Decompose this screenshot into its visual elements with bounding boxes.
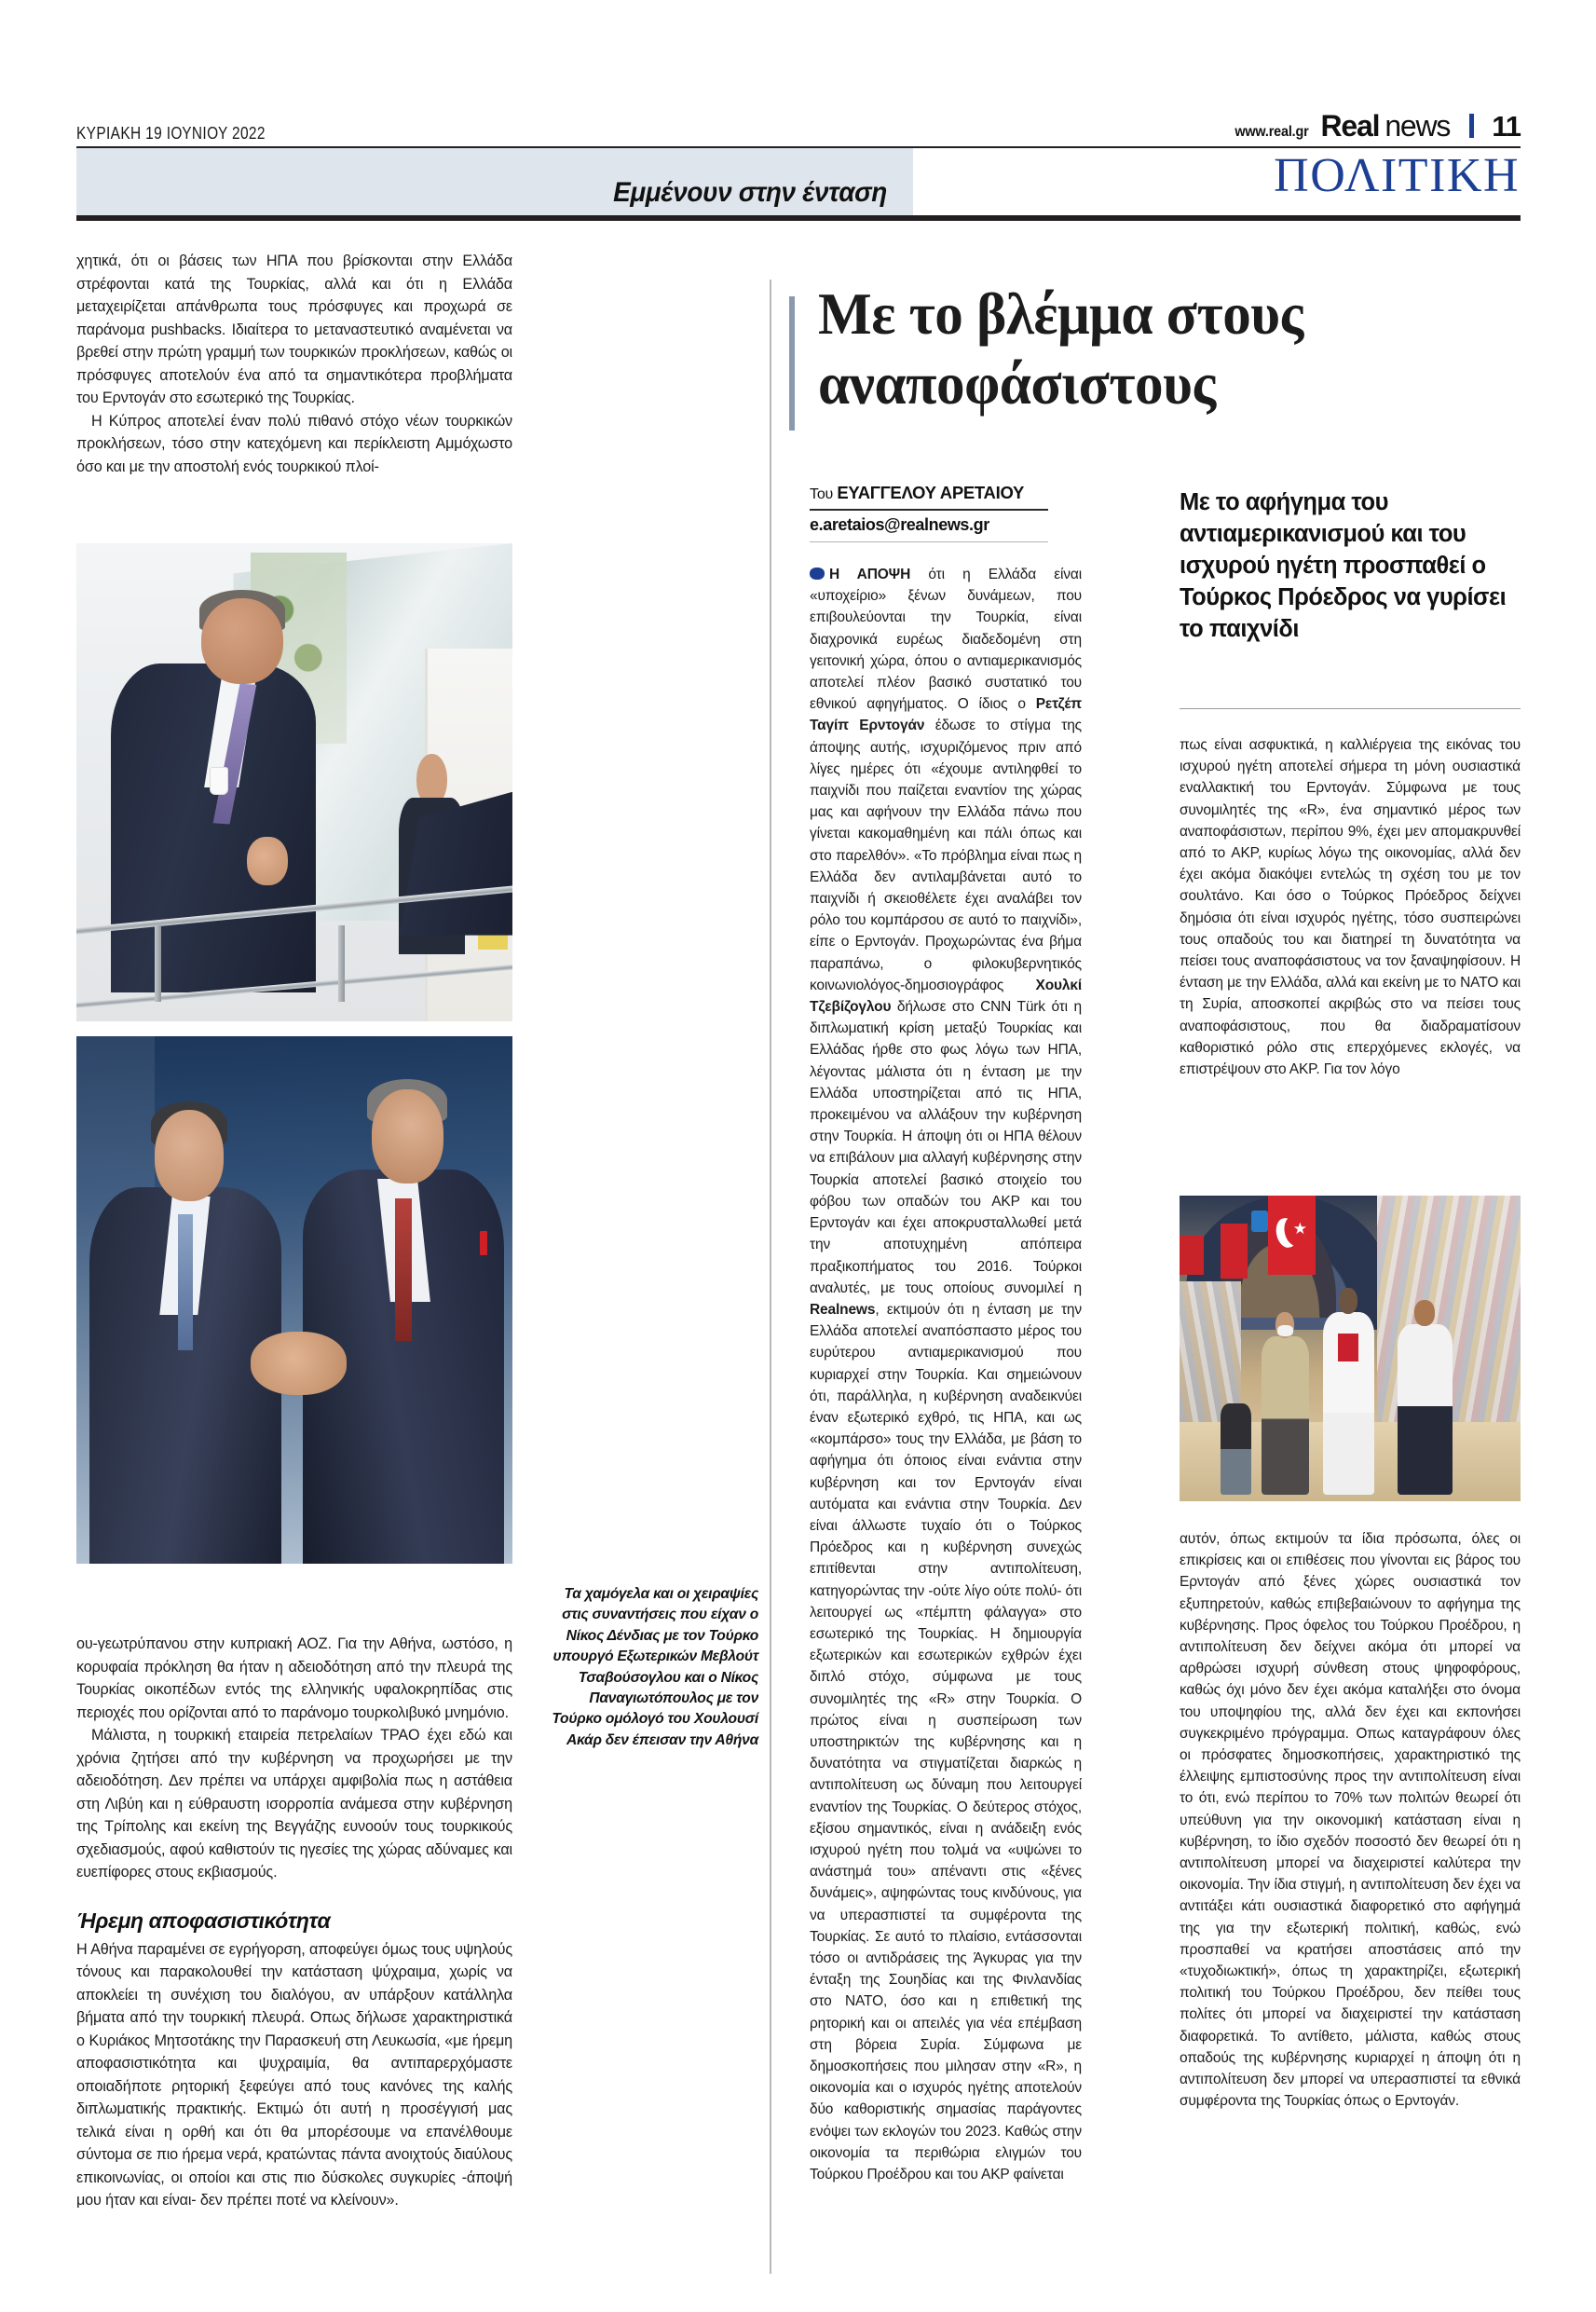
shopper-child (1221, 1403, 1251, 1495)
headline-accent-bar (789, 296, 795, 431)
issue-date: ΚΥΡΙΑΚΗ 19 ΙΟΥΝΙΟΥ 2022 (76, 124, 266, 143)
shopper-white-shirt (1323, 1312, 1374, 1496)
flag-pin (480, 1231, 488, 1254)
photo-dendias-cavusoglu-handshake (76, 543, 512, 1021)
paragraph: χητικά, ότι οι βάσεις των ΗΠΑ που βρίσκονται στην Ελλάδα στρέφονται κατά της Τουρκίας, αλλά και ότι η Ελλάδα μεταχειρίζεται απάνθρωπα τους πρόσφυγες και προχωρά σε παράνομα pushbacks. Ιδιαίτερα το μεταναστευτικό αναμένεται να βρεθεί στην πρώτη γραμμή των τουρκικών προκλήσεων, καθώς οι πρόσφυγες αποτελούν ένα από τα σημαντικότερα προβλήματα του Ερντογάν στο εσωτερικό της Τουρκίας. (76, 253, 512, 406)
turkish-flag-icon (1221, 1224, 1248, 1279)
paragraph: Η Αθήνα παραμένει σε εγρήγορση, αποφεύγει όμως τους υψηλούς τόνους και παρακολουθεί την κατάσταση ψύχραιμα, χωρίς να αποκλείει τη συνέχιση του διαλόγου, αν υπάρξουν κατάλληλα βήματα από την τουρκική πλευρά. Οπως δήλωσε χαρακτηριστικά ο Κυριάκος Μητσοτάκης την Παρασκευή στη Λευκωσία, «με ήρεμη αποφασιστικότητα και ψυχραιμία, θα αντιπαρερχόμαστε οποιαδήποτε ρητορική ξεφεύγει από τους κανόνες της καλής διπλωματικής πρακτικής. Εκτιμώ ότι αυτή η προσέγγισή μας τελικά είναι η ορθή και ότι θα μπορέσουμε να επανέλθουμε σύντομα σε πιο ήρεμα νερά, κρατώντας πάντα ανοιχτούς διαύλους επικοινωνίας, οι οποίοι και στις πιο δύσκολες συγκυρίες -άποψή μου ήταν και είναι- δεν πρέπει ποτέ να κλείνουν». (76, 1940, 512, 2209)
photo-caption: Τα χαμόγελα και οι χειραψίες στις συναντήσεις που είχαν ο Νίκος Δένδιας με τον Τούρκο υπουργό Εξωτερικών Μεβλούτ Τσαβούσογλου και ο Νίκος Παναγιωτόπουλος με τον Τούρκο ομόλογό του Χουλουσί Ακάρ δεν έπεισαν την Αθήνα (552, 1586, 758, 1748)
kicker-band (76, 148, 913, 215)
coffee-cup (210, 767, 228, 796)
standfirst: Με το αφήγημα του αντιαμερικανισμού και του ισχυρού ηγέτη προσπαθεί ο Τούρκος Πρόεδρος να γυρίσει το παιχνίδι (1180, 489, 1507, 642)
byline-rule-lower (810, 541, 1048, 542)
page-number: 11 (1492, 110, 1521, 143)
bold-name-realnews: Realnews (810, 1301, 876, 1318)
byline-author: ΕΥΑΓΓΕΛΟΥ ΑΡΕΤΑΙΟΥ (837, 483, 1025, 502)
byline (810, 483, 1108, 542)
brand-news: news (1385, 109, 1451, 143)
byline-rule (810, 509, 1048, 511)
shopper-woman (1398, 1324, 1453, 1496)
subheading-irimi-apofasistikotita: Ήρεμη αποφασιστικότητα (76, 1908, 331, 1933)
lead-text: ότι η Ελλάδα είναι «υποχείριο» ξένων δυνάμεων, που επιβουλεύονται την Τουρκία, είναι διαχρονικά ευρέως διαδεδομένη στη γειτονική χώρα, όπου ο αντιαμερικανισμός αποτελεί πλέον βασικό συστατικό του εθνικού αφηγήματος. Ο ίδιος ο (810, 567, 1082, 713)
face-mask-icon (1277, 1325, 1292, 1336)
byline-author-line (810, 483, 1108, 503)
column-divider (770, 280, 771, 2274)
turkish-flag-icon (1268, 1196, 1316, 1275)
paragraph: αυτόν, όπως εκτιμούν τα ίδια πρόσωπα, όλες οι επικρίσεις και οι επιθέσεις που γίνονται εις βάρος του Ερντογάν από ξένες χώρες ουσιαστικά τον εξυπηρετούν, καθώς επιβεβαιώνουν το αφήγημα της κυβέρνησης. Προς όφελος του Τούρκου Προέδρου, η αντιπολίτευση δεν δείχνει ακόμα ότι μπορεί να αρθρώσει ισχυρή σύνθεση στους ψηφοφόρους, καθώς όχι μόνο δεν έχει ακόμα καταλήξει στο όνομα του υποψηφίου της, αλλά δεν έχει και εκπονήσει συγκεκριμένο πρόγραμμα. Οπως καταγράφουν όλες οι πρόσφατες δημοσκοπήσεις, χαρακτηριστικό της έλλειψης εμπιστοσύνης προς την αντιπολίτευση είναι το ότι, ενώ περίπου το 70% των πολιτών θεωρεί ότι υπεύθυνη για την οικονομική κατάσταση είναι η κυβέρνηση, το ίδιο σχεδόν ποσοστό δεν θεωρεί ότι η αντιπολίτευση μπορεί να διαχειριστεί καλύτερα την οικονομία. Την ίδια στιγμή, η αντιπολίτευση δεν έχει να αντιτάξει κάτι ουσιαστικά διαφορετικό στο αφήγημά της για την εξωτερική πολιτική, καθώς, ενώ προσπαθεί να κρατήσει αποστάσεις από την «τυχοδιωκτική», όπως τη χαρακτηρίζει, εξωτερική πολιτική του Τούρκου Προέδρου, δεν πείθει τους πολίτες ότι μπορεί να διαχειριστεί την κατάσταση διαφορετικά. Το αντίθετο, μάλιστα, καθώς στους οπαδούς της κυβέρνησης κυριαρχεί η άποψη ότι η αντιπολίτευση δεν μπορεί να υπερασπιστεί τα εθνικά συμφέροντα της Τουρκίας όπως ο Ερντογάν. (1180, 1531, 1521, 2110)
byline-prefix: Του (810, 486, 834, 502)
right-official-tie (395, 1198, 411, 1341)
paragraph (810, 564, 1082, 2185)
photo-panagiotopoulos-akar-handshake (76, 1036, 512, 1564)
body-text: έδωσε το στίγμα της άποψης αυτής, ισχυριζόμενος πριν από λίγες ημέρες ότι «έχουμε αντιληφθεί το παιχνίδι που παίζεται εναντίον της χώρας μας και αφήνουν την Ελλάδα πάνω που γίνεται κακομαθημένη και πάλι όπως και στο παρελθόν». «Το πρόβλημα είναι πως η Ελλάδα δεν αντιλαμβάνεται αυτό το παιχνίδι ή σκειοθέλετε έχει αναλάβει τον ρόλο του κομπάρσου σε αυτό το παιχνίδι», είπε ο Ερντογάν. Προχωρώντας ένα βήμα παραπάνω, ο φιλοκυβερνητικός κοινωνιολόγος-δημοσιογράφος (810, 718, 1082, 993)
railing-post (155, 925, 161, 1002)
paragraph: πως είναι ασφυκτικά, η καλλιέργεια της εικόνας του ισχυρού ηγέτη αποτελεί σήμερα τη μόνη ουσιαστικά εναλλακτική του Ερντογάν. Σύμφωνα με τους συνομιλητές της «R», ένα σημαντικό μέρος των αναποφάσιστων, περίπου 9%, έχει μεν απομακρυνθεί από το ΑΚΡ, κυρίως λόγω της οικονομίας, αλλά δεν έχει ακόμα διακόψει εντελώς τη σχέση του με τον σουλτάνο. Και όσο ο Τούρκος Πρόεδρος δείχνει δημόσια ότι είναι ισχυρός ηγέτης, τόσο συσπειρώνει τους οπαδούς του και διατηρεί τη δυνατότητα να πείσει τους αναποφάσιστους να τον ξαναψηφίσουν. Η ένταση με την Ελλάδα, αλλά και εκείνη με το ΝΑΤΟ και τη Συρία, αποσκοπεί ακριβώς στο να πείσει τους αναποφάσιστους, που θα διαδραματίσουν καθοριστικό ρόλο στις επερχόμενες εκλογές, να επιστρέψουν στο ΑΚΡ. Για τον λόγο (1180, 737, 1521, 1078)
shopper-head (1339, 1288, 1357, 1314)
minister-head (201, 598, 283, 685)
brand-divider-bar (1469, 114, 1474, 138)
foreground-minister (111, 581, 316, 992)
handshake-hands (251, 1332, 347, 1395)
bold-name-erdogan: Ρετζέπ Ταγίπ Ερντογάν (810, 696, 1082, 734)
brand-block (1231, 110, 1521, 144)
left-column-top (76, 250, 512, 478)
bold-name-cevizoglu: Χουλκί Τζεβίζογλου (810, 977, 1082, 1016)
photo-grand-bazaar-istanbul (1180, 1196, 1521, 1501)
paragraph: Η Κύπρος αποτελεί έναν πολύ πιθανό στόχο νέων τουρκικών προκλήσεων, τόσο στην κατεχόμενη και περίκλειστη Αμμόχωστο όσο και με την αποστολή ενός τουρκικού πλοί- (76, 412, 512, 475)
left-official-head (155, 1110, 224, 1200)
editorial-column-3 (1180, 734, 1521, 1080)
paragraph: Μάλιστα, η τουρκική εταιρεία πετρελαίων TPAO έχει εδώ και χρόνια ζητήσει από την κυβέρνηση να προχωρήσει με την αδειοδότηση. Δεν πρέπει να υπάρχει αμφιβολία πως η αστάθεια στη Λιβύη και η εύθραυστη ισορροπία ανάμεσα στην κυβέρνηση της Τρίπολης και εκείνη της Βεγγάζης ευνοούν τους τουρκικούς σχεδιασμούς, αφού καθιστούν τις ηγεσίες της χώρας αδύναμες και ευεπίφορες στους εκβιασμούς. (76, 1727, 512, 1881)
kicker-label: Εμμένουν στην ένταση (613, 177, 887, 208)
body-text: δήλωσε στο CNN Türk ότι η διπλωματική κρίση μεταξύ Τουρκίας και Ελλάδας ήρθε στο φως λόγω των ΗΠΑ, λέγοντας μάλιστα ότι η ένταση με την Ελλάδα υποστηρίζεται από τις ΗΠΑ, προκειμένου να αλλάξουν την κυβέρνηση στην Τουρκία. Η άποψη ότι οι ΗΠΑ θέλουν να επιβάλουν μια αλλαγή κυβέρνησης στην Τουρκία αποτελεί βασικό στοιχείο του φόβου των οπαδών του ΑΚΡ και του Ερντογάν και έχει αποκρυσταλλωθεί μετά την αποτυχημένη απόπειρα πραξικοπήματος του 2016. Τούρκοι αναλυτές, με τους οποίους συνομιλεί η (810, 999, 1082, 1296)
minister-suit (111, 664, 316, 992)
page-title: Με το βλέμμα στους αναποφάσιστους (818, 281, 1303, 417)
byline-email[interactable]: e.aretaios@realnews.gr (810, 514, 989, 534)
editorial-column-4 (1180, 1528, 1521, 2112)
right-official-head (372, 1089, 443, 1184)
section-rule (76, 215, 1521, 221)
railing-post (338, 925, 345, 1002)
left-official (89, 1110, 281, 1564)
standfirst-rule (1180, 708, 1521, 709)
lead-label: Η ΑΠΟΨΗ (829, 567, 911, 582)
editorial-column-2 (810, 564, 1082, 2185)
bullet-square-icon (810, 568, 825, 580)
left-official-tie (178, 1214, 193, 1350)
right-official (303, 1089, 503, 1564)
turkish-flag-icon (1180, 1236, 1204, 1276)
section-title: ΠΟΛΙΤΙΚΗ (1274, 149, 1520, 202)
brand-real: Real (1320, 109, 1380, 143)
body-text: , εκτιμούν ότι η ένταση με την Ελλάδα αποτελεί αναπόσπαστο μέρος του ευρύτερου αντιαμερικανισμού που κυριαρχεί στην Τουρκία. Και σημειώνουν ότι, παράλληλα, η κυβέρνηση αναδεικνύει έναν εξωτερικό εχθρό, τις ΗΠΑ, και ως «κομπάρσο» τους την Ελλάδα, με βάση το αφήγημα ότι όποιος είναι ενάντια στην κυβέρνηση και τον Ερντογάν είναι αυτόματα και ενάντια στην Τουρκία. Δεν είναι άλλωστε τυχαίο ότι ο Τούρκος Πρόεδρος και η κυβέρνηση συνεχώς επιτίθενται στην αντιπολίτευση, κατηγορώντας την -ούτε λίγο ούτε πολύ- ότι λειτουργεί ως «πέμπτη φάλαγγα» στο εσωτερικό της Τουρκίας. Η δημιουργία εξωτερικών και εσωτερικών εχθρών έχει διπλό στόχο, σύμφωνα με τους συνομιλητές της «R» στην Τουρκία. Ο πρώτος είναι η συσπείρωση των υποστηρικτών της κυβέρνησης και η δυνατότητα να στιγματίζεται διαρκώς η αντιπολίτευση ως δύναμη που λειτουργεί εναντίον της Τουρκίας. Ο δεύτερος στόχος, εξίσου σημαντικός, είναι η ανάδειξη ενός ισχυρού ηγέτη που τολμά να «υψώνει το ανάστημά του» απέναντι στις «ξένες δυνάμεις», αψηφώντας τους κινδύνους, για να υπερασπιστεί τα συμφέροντα της Τουρκίας. Σε αυτό το πλαίσιο, εντάσσονται τόσο οι αντιδράσεις της Άγκυρας για την ένταξη της Σουηδίας και της Φινλανδίας στο ΝΑΤΟ, όσο και η επιθετική της ρητορική και οι απειλές για νέα επέμβαση στη βόρεια Συρία. Σύμφωνα με δημοσκοπήσεις που μιλησαν στην «R», η οικονομία και ο ισχυρός ηγέτης αποτελούν δύο καθοριστικής σημασίας παράγοντες ενόψει των εκλογών του 2023. Καθώς στην οικονομία τα περιθώρια ελιγμών του Τούρκου Προέδρου και του ΑΚΡ φαίνεται (810, 1301, 1082, 2183)
masthead (76, 103, 1521, 144)
ceiling-lamp (1251, 1211, 1268, 1232)
shopper-masked-man (1262, 1336, 1309, 1496)
left-column-bottom (76, 1633, 512, 2212)
site-url[interactable]: www.real.gr (1235, 124, 1309, 140)
shopper-head (1414, 1300, 1435, 1326)
handshake-hands (247, 837, 288, 886)
paragraph: ου-γεωτρύπανου στην κυπριακή ΑΟΖ. Για την Αθήνα, ωστόσο, η κορυφαία πρόκληση θα ήταν η αδειοδότηση από την πλευρά της Τουρκίας οικοπέδων εντός της ελληνικής υφαλοκρηπίδας στις περιοχές που ορίζονται από το παράνομο τουρκολιβυκό μνημόνιο. (76, 1635, 512, 1721)
